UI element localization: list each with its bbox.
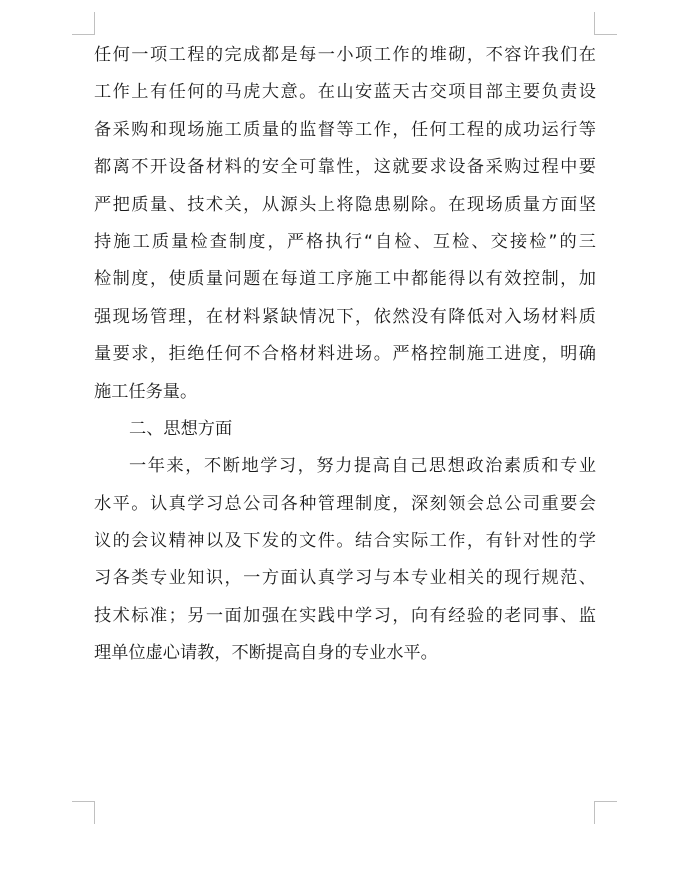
margin-corner-top-left <box>72 12 95 35</box>
margin-corner-top-right <box>594 12 617 35</box>
text-line: 备采购和现场施工质量的监督等工作，任何工程的成功运行等 <box>94 119 596 140</box>
text-line: 量要求，拒绝任何不合格材料进场。严格控制施工进度，明确 <box>94 344 596 365</box>
text-line: 习各类专业知识，一方面认真学习与本专业相关的现行规范、 <box>94 568 596 589</box>
text-line: 一年来，不断地学习，努力提高自己思想政治素质和专业 <box>129 456 596 477</box>
text-line: 水平。认真学习总公司各种管理制度，深刻领会总公司重要会 <box>94 493 596 514</box>
document-body[interactable] <box>94 37 596 673</box>
text-line: 理单位虚心请教，不断提高自身的专业水平。 <box>94 643 438 664</box>
text-line: 任何一项工程的完成都是每一小项工作的堆砌，不容许我们在 <box>94 45 596 65</box>
text-line: 都离不开设备材料的安全可靠性，这就要求设备采购过程中要 <box>94 157 596 178</box>
text-line: 严把质量、技术关，从源头上将隐患剔除。在现场质量方面坚 <box>94 194 596 215</box>
text-line: 技术标准；另一面加强在实践中学习，向有经验的老同事、监 <box>94 605 596 626</box>
margin-corner-bottom-left <box>72 801 95 824</box>
text-line: 议的会议精神以及下发的文件。结合实际工作，有针对性的学 <box>94 531 596 552</box>
margin-corner-bottom-right <box>594 801 617 824</box>
section-heading: 二、思想方面 <box>129 418 233 439</box>
text-line: 持施工质量检查制度，严格执行“自检、互检、交接检”的三 <box>94 231 596 252</box>
text-line: 施工任务量。 <box>94 381 198 402</box>
text-line: 检制度，使质量问题在每道工序施工中都能得以有效控制，加 <box>94 269 596 290</box>
text-line: 工作上有任何的马虎大意。在山安蓝天古交项目部主要负责设 <box>94 82 596 103</box>
text-line: 强现场管理，在材料紧缺情况下，依然没有降低对入场材料质 <box>94 306 596 327</box>
